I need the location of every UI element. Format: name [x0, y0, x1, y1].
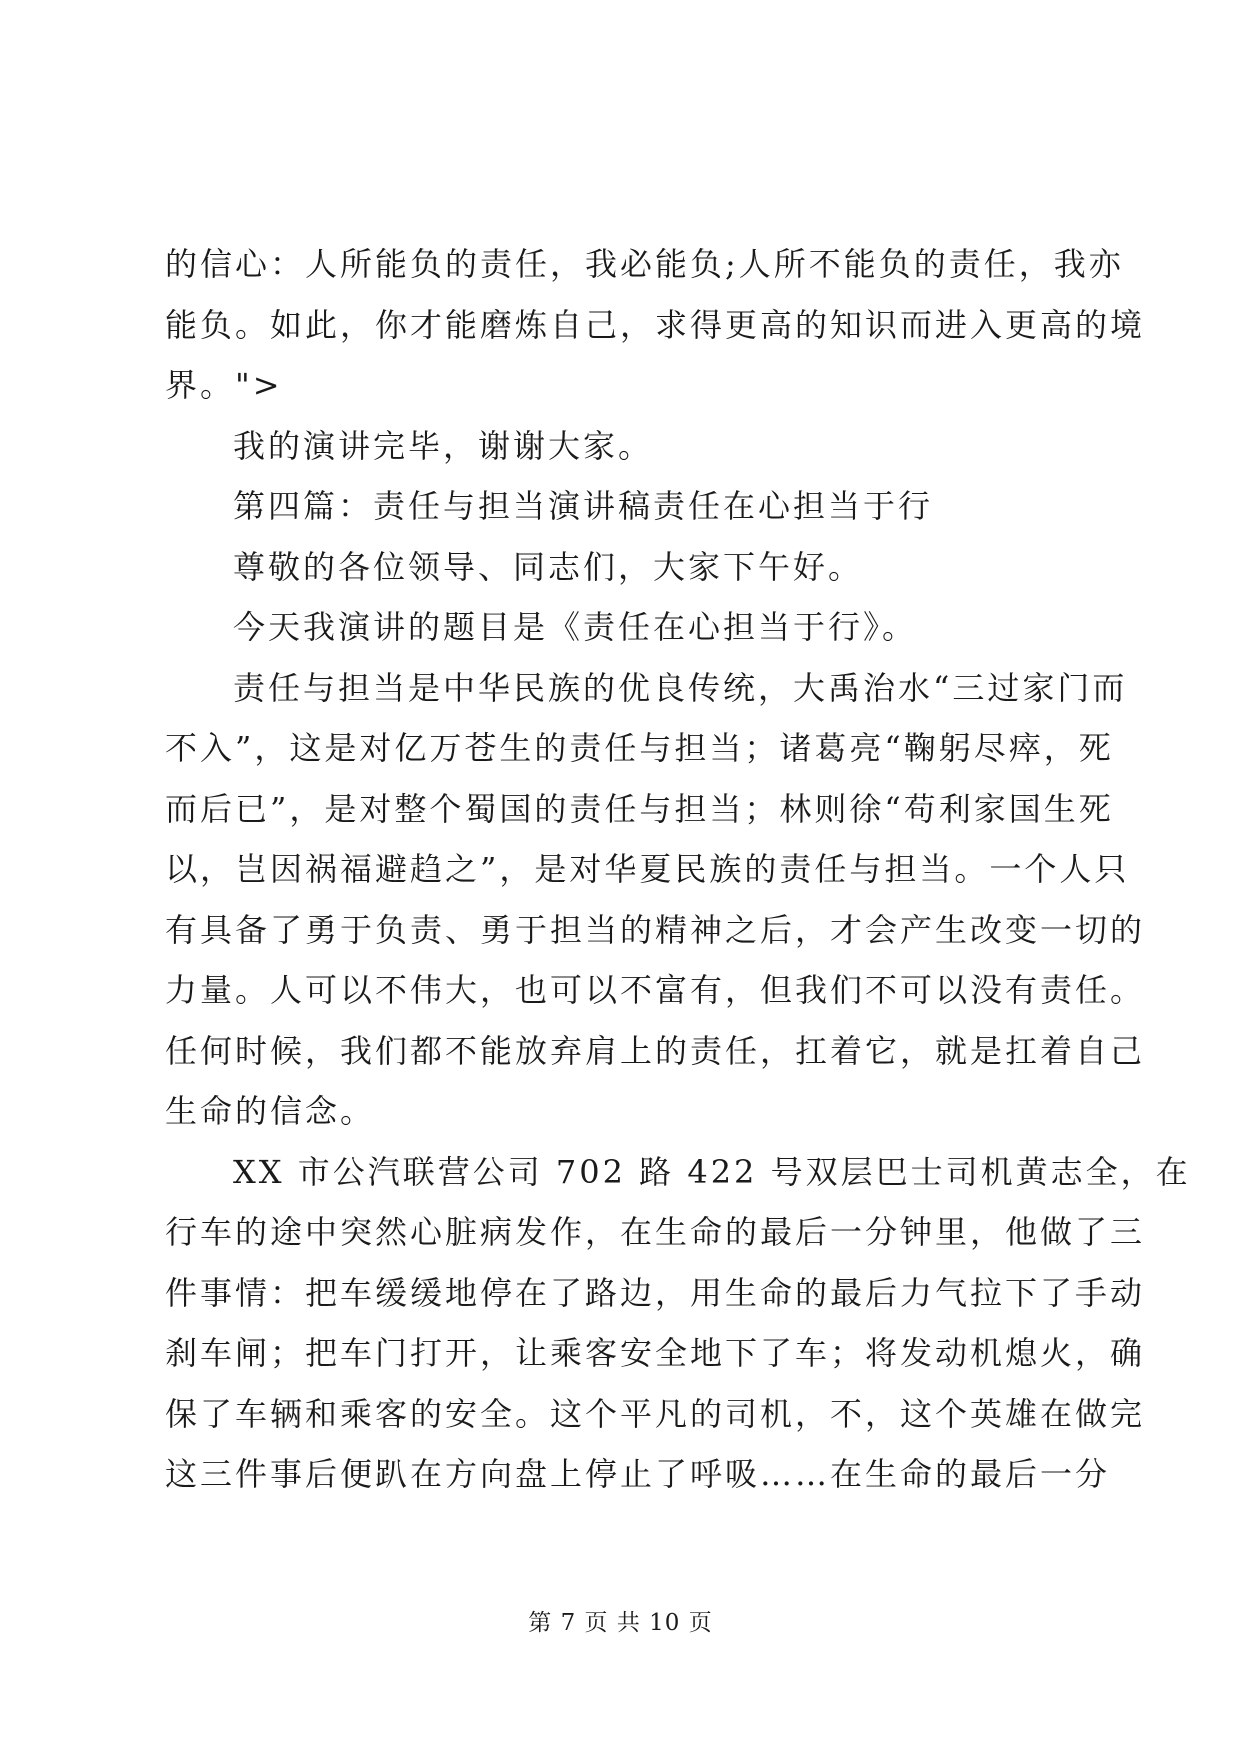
text-line: 界。"> — [165, 366, 283, 404]
text-line: 任何时候，我们都不能放弃肩上的责任，扛着它，就是扛着自己 — [165, 1031, 1146, 1070]
text-line: 以，岂因祸福避趋之”，是对华夏民族的责任与担当。一个人只 — [165, 850, 1130, 888]
text-line: 今天我演讲的题目是《责任在心担当于行》。 — [233, 608, 918, 646]
text-line: 力量。人可以不伟大，也可以不富有，但我们不可以没有责任。 — [165, 971, 1146, 1009]
text-line: 能负。如此，你才能磨炼自己，求得更高的知识而进入更高的境 — [165, 305, 1146, 344]
text-line: 的信心：人所能负的责任，我必能负;人所不能负的责任，我亦 — [165, 245, 1124, 283]
text-line: 生命的信念。 — [165, 1092, 376, 1130]
text-line: 保了车辆和乘客的安全。这个平凡的司机，不，这个英雄在做完 — [165, 1394, 1146, 1433]
text-line: XX 市公汽联营公司 702 路 422 号双层巴士司机黄志全，在 — [233, 1152, 1191, 1191]
document-body — [165, 234, 1191, 1505]
text-line: 我的演讲完毕，谢谢大家。 — [233, 426, 654, 465]
text-line: 而后已”，是对整个蜀国的责任与担当；林则徐“苟利家国生死 — [165, 789, 1114, 828]
text-line: 这三件事后便趴在方向盘上停止了呼吸……在生命的最后一分 — [165, 1455, 1111, 1493]
text-line: 尊敬的各位领导、同志们，大家下午好。 — [233, 547, 864, 586]
text-line: 不入”，这是对亿万苍生的责任与担当；诸葛亮“鞠躬尽瘁，死 — [165, 729, 1114, 767]
text-line: 有具备了勇于负责、勇于担当的精神之后，才会产生改变一切的 — [165, 910, 1146, 949]
text-line: 责任与担当是中华民族的优良传统，大禹治水“三过家门而 — [233, 668, 1128, 707]
text-line: 刹车闸；把车门打开，让乘客安全地下了车；将发动机熄火，确 — [165, 1334, 1146, 1372]
text-line: 行车的途中突然心脏病发作，在生命的最后一分钟里，他做了三 — [165, 1213, 1146, 1251]
text-line: 件事情：把车缓缓地停在了路边，用生命的最后力气拉下了手动 — [165, 1273, 1146, 1312]
page-number-footer: 第 7 页 共 10 页 — [528, 1610, 713, 1636]
section-heading: 第四篇：责任与担当演讲稿责任在心担当于行 — [233, 487, 934, 525]
